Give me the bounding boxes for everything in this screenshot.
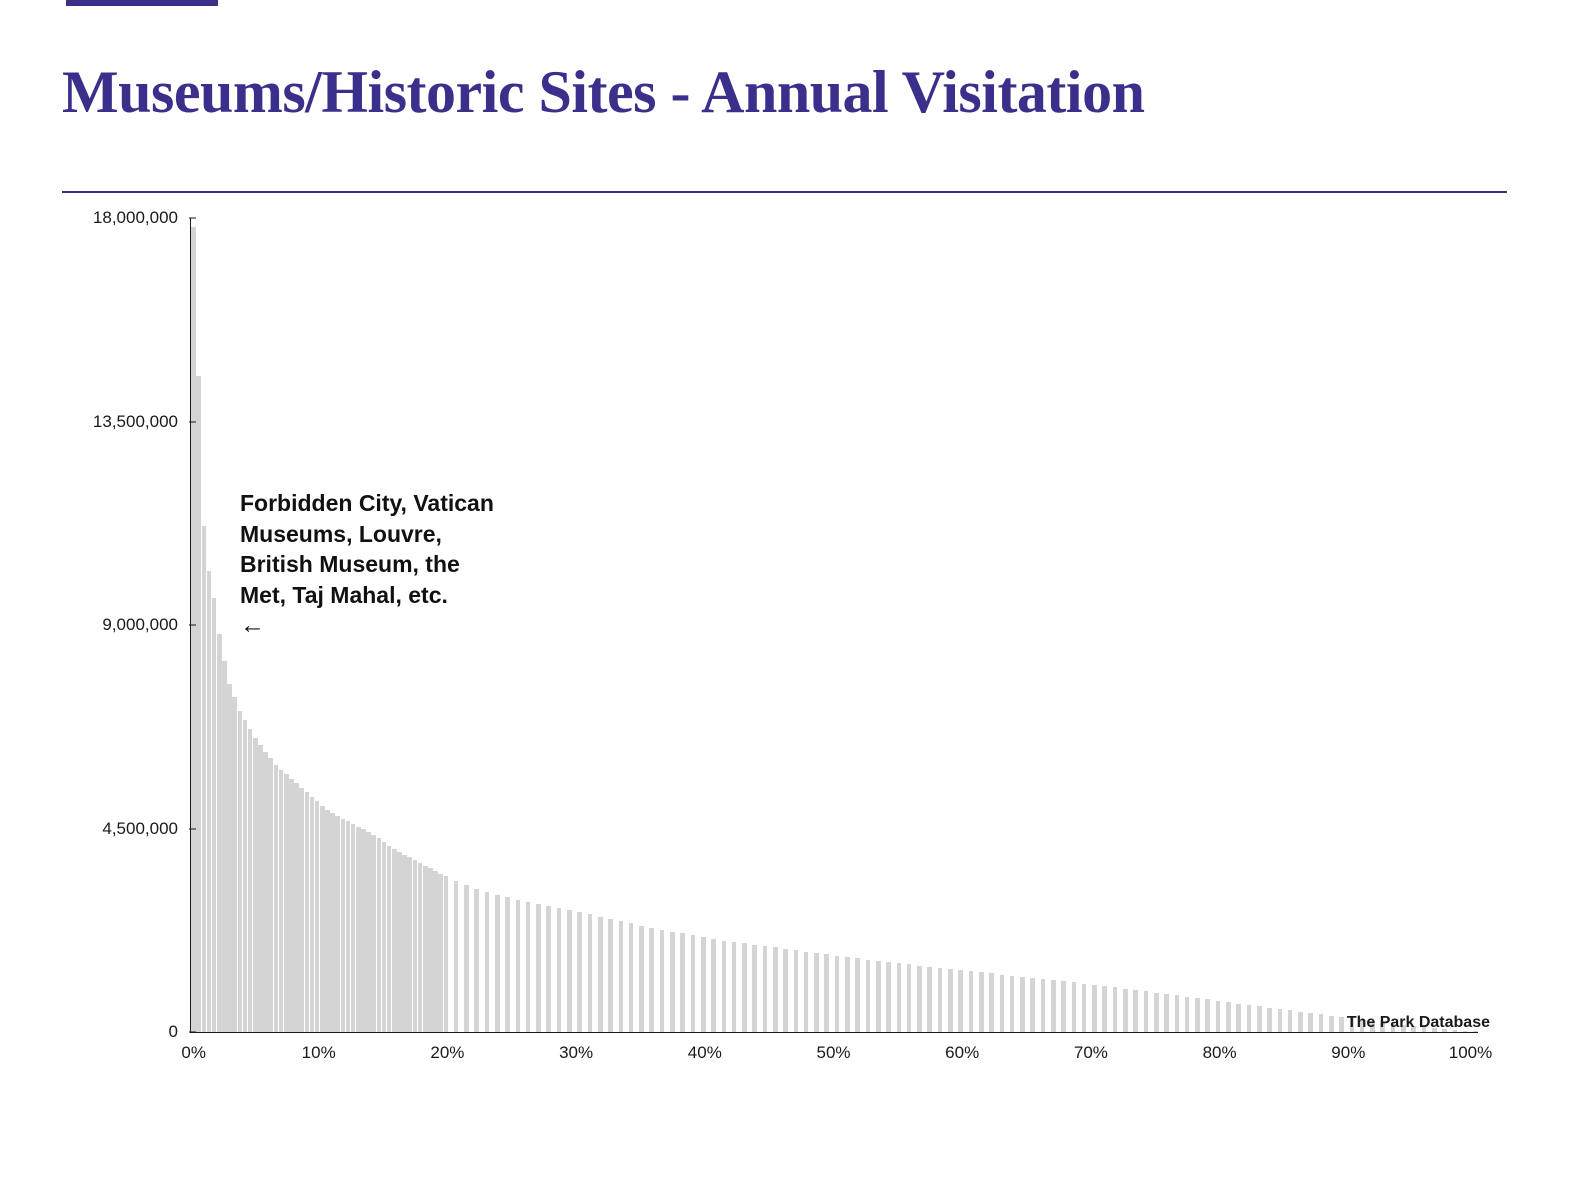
bar bbox=[464, 885, 469, 1032]
bar bbox=[1041, 979, 1046, 1032]
annotation-text: Forbidden City, Vatican Museums, Louvre, British Museum, the Met, Taj Mahal, etc. bbox=[240, 490, 494, 608]
y-tick-mark bbox=[189, 828, 196, 829]
bar bbox=[1113, 987, 1118, 1032]
y-tick-mark bbox=[189, 421, 196, 422]
x-tick-label: 10% bbox=[301, 1043, 336, 1062]
bar bbox=[835, 956, 840, 1032]
bar bbox=[361, 829, 366, 1032]
bar bbox=[1072, 982, 1077, 1032]
bar bbox=[320, 806, 325, 1032]
bar bbox=[752, 945, 757, 1032]
x-tick-label: 80% bbox=[1202, 1043, 1237, 1062]
bar bbox=[1123, 989, 1128, 1032]
bar bbox=[814, 953, 819, 1032]
bar bbox=[392, 849, 397, 1032]
bar bbox=[423, 866, 428, 1032]
bar bbox=[989, 973, 994, 1032]
bar bbox=[660, 930, 665, 1032]
bar bbox=[1144, 991, 1149, 1032]
bar bbox=[732, 942, 737, 1032]
bar bbox=[763, 946, 768, 1032]
bar bbox=[649, 928, 654, 1032]
bar bbox=[253, 738, 258, 1032]
bar bbox=[639, 926, 644, 1032]
y-tick-label: 9,000,000 bbox=[102, 615, 190, 635]
bar bbox=[619, 921, 624, 1032]
y-tick-mark bbox=[189, 625, 196, 626]
bar bbox=[1278, 1009, 1283, 1032]
bar bbox=[387, 846, 392, 1032]
bar bbox=[680, 933, 685, 1032]
bar bbox=[1102, 986, 1107, 1032]
bar bbox=[227, 684, 232, 1032]
bar bbox=[1329, 1016, 1334, 1032]
bar bbox=[1257, 1006, 1262, 1032]
bar bbox=[742, 943, 747, 1032]
bar bbox=[1195, 998, 1200, 1032]
bar bbox=[536, 904, 541, 1032]
bar bbox=[1164, 994, 1169, 1032]
bar bbox=[876, 961, 881, 1032]
bar bbox=[711, 939, 716, 1032]
bar bbox=[202, 526, 207, 1032]
bar bbox=[299, 788, 304, 1032]
bar bbox=[804, 952, 809, 1032]
bar bbox=[1185, 997, 1190, 1032]
bar bbox=[1061, 981, 1066, 1032]
chart-container bbox=[62, 200, 1512, 1070]
bar bbox=[855, 958, 860, 1032]
bar bbox=[196, 376, 201, 1032]
x-tick-label: 50% bbox=[816, 1043, 851, 1062]
bar bbox=[279, 770, 284, 1032]
bar bbox=[722, 941, 727, 1032]
bar bbox=[248, 729, 253, 1032]
bar bbox=[979, 972, 984, 1032]
y-tick-label: 13,500,000 bbox=[93, 412, 190, 432]
bar bbox=[1267, 1008, 1272, 1032]
bar bbox=[294, 783, 299, 1032]
y-tick-mark bbox=[189, 218, 196, 219]
bar bbox=[1319, 1014, 1324, 1032]
bar bbox=[351, 824, 356, 1032]
bar bbox=[397, 852, 402, 1032]
bar bbox=[1082, 984, 1087, 1032]
bar bbox=[377, 838, 382, 1032]
bar bbox=[1308, 1013, 1313, 1032]
bar bbox=[495, 895, 500, 1032]
bar bbox=[330, 813, 335, 1032]
bar bbox=[444, 876, 449, 1032]
bar bbox=[325, 810, 330, 1032]
bar bbox=[773, 947, 778, 1032]
bar bbox=[232, 697, 237, 1032]
bar bbox=[1133, 990, 1138, 1032]
x-tick-label: 0% bbox=[181, 1043, 206, 1062]
bar bbox=[927, 967, 932, 1032]
bar bbox=[366, 832, 371, 1032]
bar bbox=[268, 758, 273, 1032]
bar bbox=[783, 949, 788, 1032]
title-divider bbox=[62, 191, 1507, 193]
bar bbox=[258, 745, 263, 1032]
bar bbox=[1092, 985, 1097, 1032]
bar bbox=[418, 863, 423, 1032]
bar bbox=[505, 897, 510, 1032]
x-tick-label: 70% bbox=[1073, 1043, 1108, 1062]
y-tick-label: 4,500,000 bbox=[102, 819, 190, 839]
bar bbox=[1154, 993, 1159, 1032]
bar bbox=[1175, 995, 1180, 1032]
bar bbox=[243, 720, 248, 1032]
bar bbox=[1298, 1012, 1303, 1032]
bar bbox=[289, 779, 294, 1032]
bar bbox=[670, 932, 675, 1032]
x-tick-label: 40% bbox=[687, 1043, 722, 1062]
bar bbox=[794, 950, 799, 1032]
bar bbox=[886, 962, 891, 1032]
bar bbox=[1000, 975, 1005, 1032]
bar bbox=[428, 868, 433, 1032]
bar bbox=[315, 801, 320, 1032]
bar bbox=[958, 970, 963, 1032]
bar bbox=[1247, 1005, 1252, 1032]
bar bbox=[938, 968, 943, 1032]
bar bbox=[335, 816, 340, 1032]
bar bbox=[284, 774, 289, 1032]
bar bbox=[207, 571, 212, 1032]
bar bbox=[217, 634, 222, 1032]
bar bbox=[238, 711, 243, 1032]
y-tick-label: 18,000,000 bbox=[93, 208, 190, 228]
page-title: Museums/Historic Sites - Annual Visitation bbox=[62, 59, 1145, 126]
accent-tab bbox=[66, 0, 218, 6]
bar bbox=[557, 908, 562, 1032]
bar bbox=[407, 857, 412, 1032]
bar bbox=[845, 957, 850, 1032]
bar bbox=[824, 954, 829, 1032]
bar bbox=[1205, 999, 1210, 1032]
bar bbox=[263, 752, 268, 1032]
bar bbox=[222, 661, 227, 1032]
y-tick-label: 0 bbox=[169, 1022, 190, 1042]
bar bbox=[474, 889, 479, 1032]
bar bbox=[341, 819, 346, 1032]
bar bbox=[1020, 977, 1025, 1032]
bar bbox=[691, 935, 696, 1032]
bar bbox=[588, 914, 593, 1032]
source-credit: The Park Database bbox=[1346, 1014, 1490, 1031]
bar bbox=[608, 919, 613, 1032]
bar bbox=[305, 792, 310, 1032]
chart-annotation bbox=[240, 488, 510, 640]
bar bbox=[897, 963, 902, 1032]
bar bbox=[1216, 1001, 1221, 1032]
bar bbox=[598, 917, 603, 1032]
bar bbox=[577, 912, 582, 1032]
bar bbox=[948, 969, 953, 1032]
bar bbox=[382, 842, 387, 1032]
bar bbox=[413, 860, 418, 1032]
bar bbox=[356, 827, 361, 1032]
bar bbox=[371, 835, 376, 1032]
bar bbox=[526, 902, 531, 1032]
x-tick-label: 90% bbox=[1331, 1043, 1366, 1062]
bar bbox=[1010, 976, 1015, 1032]
bar bbox=[1236, 1004, 1241, 1032]
bar bbox=[485, 892, 490, 1032]
bar bbox=[346, 821, 351, 1032]
bar bbox=[907, 964, 912, 1032]
x-tick-label: 100% bbox=[1448, 1043, 1493, 1062]
x-tick-label: 30% bbox=[559, 1043, 594, 1062]
bar bbox=[917, 966, 922, 1032]
bar bbox=[191, 227, 196, 1032]
bar bbox=[701, 937, 706, 1032]
bar bbox=[1339, 1017, 1344, 1032]
bar bbox=[866, 960, 871, 1032]
bar bbox=[567, 910, 572, 1032]
bar bbox=[212, 598, 217, 1032]
x-tick-label: 20% bbox=[430, 1043, 465, 1062]
bar bbox=[454, 881, 459, 1032]
bar bbox=[516, 900, 521, 1032]
bar bbox=[1030, 978, 1035, 1032]
bar bbox=[1288, 1010, 1293, 1032]
bar bbox=[274, 765, 279, 1032]
bar bbox=[1226, 1002, 1231, 1032]
bar bbox=[310, 797, 315, 1032]
left-arrow-icon: ← bbox=[240, 611, 265, 640]
bar bbox=[438, 874, 443, 1032]
bar bbox=[1051, 980, 1056, 1032]
bar bbox=[402, 855, 407, 1032]
bar bbox=[433, 871, 438, 1032]
bar bbox=[969, 971, 974, 1032]
bar bbox=[629, 923, 634, 1032]
bar bbox=[546, 906, 551, 1032]
x-tick-label: 60% bbox=[945, 1043, 980, 1062]
